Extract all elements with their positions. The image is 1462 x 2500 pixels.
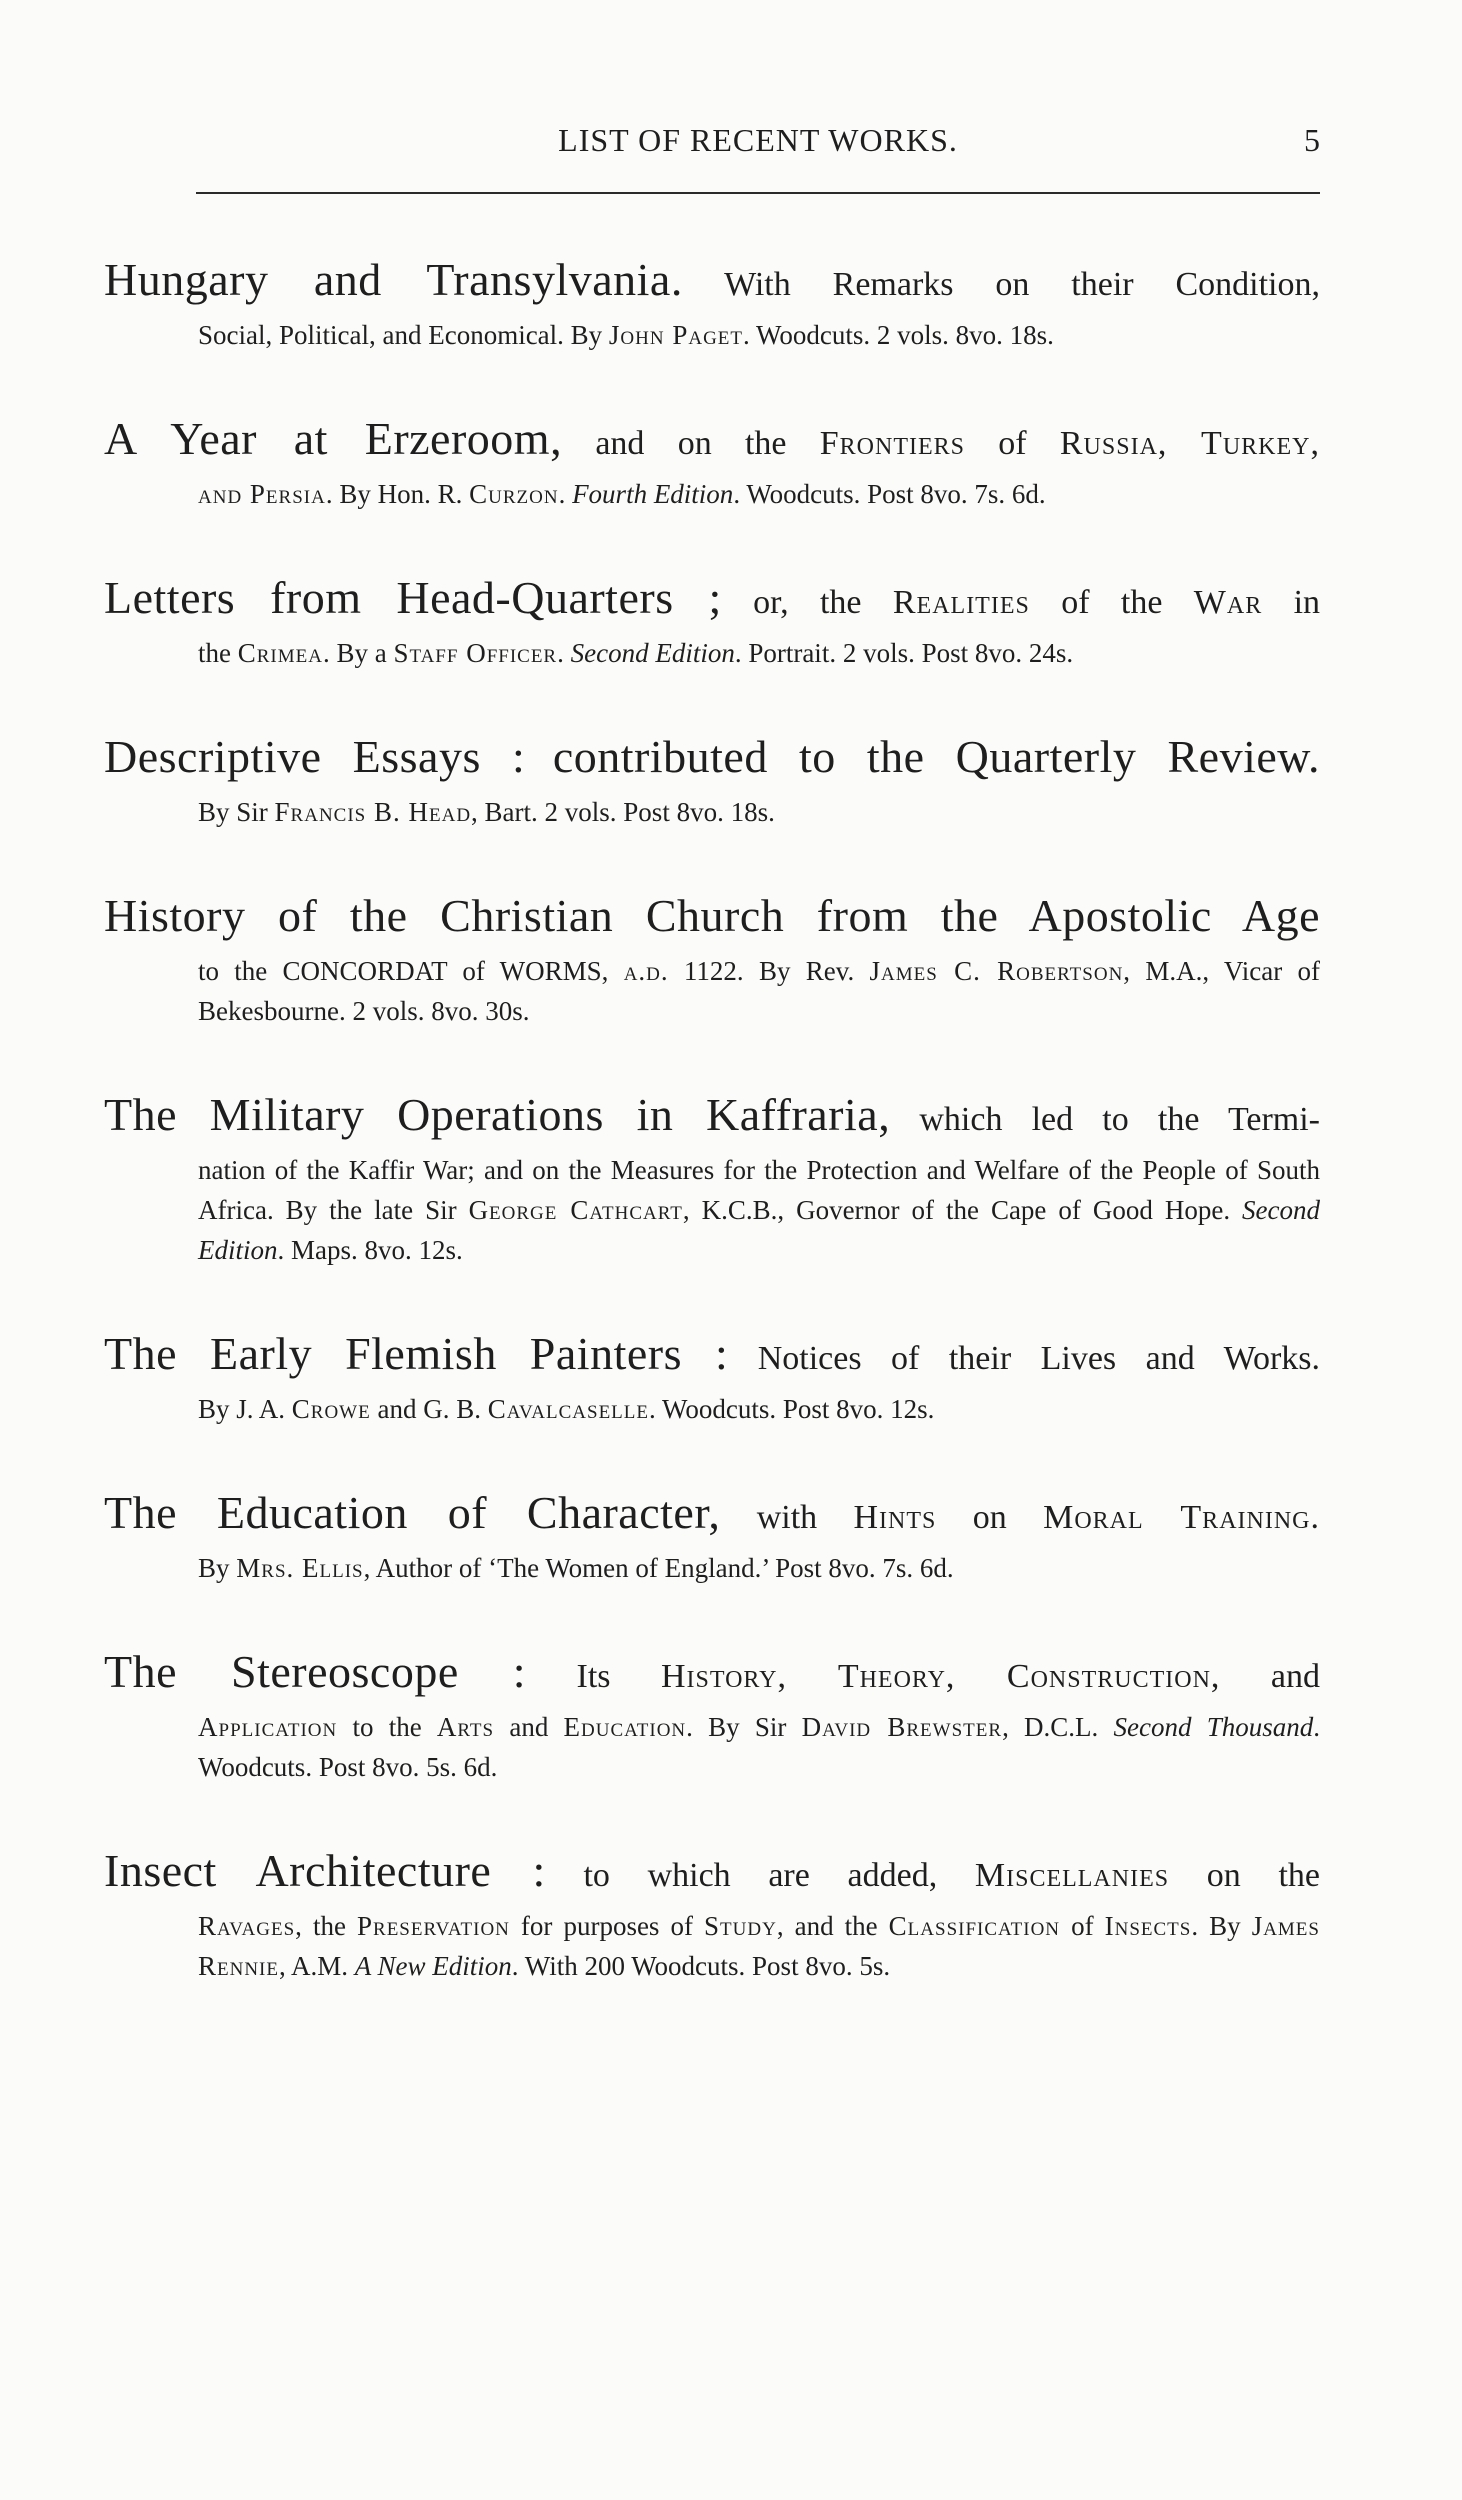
entry-title-line — [104, 1085, 1320, 1150]
author-name: James C. Robertson — [869, 956, 1124, 986]
desc-text: . Woodcuts. 2 vols. 8vo. 18s. — [743, 320, 1054, 350]
desc-text: . By — [1191, 1911, 1252, 1941]
entry-title: The Education of Character, — [104, 1487, 721, 1538]
entry-subtitle-sc: Hints — [853, 1499, 937, 1536]
desc-small-caps: Preservation — [357, 1911, 510, 1941]
list-item — [104, 568, 1320, 673]
entry-description — [198, 951, 1320, 1031]
desc-text: . — [558, 479, 573, 509]
list-item — [104, 250, 1320, 355]
running-title: LIST OF RECENT WORKS. — [558, 122, 958, 158]
entry-subtitle: with — [756, 1499, 854, 1536]
entry-title-line — [104, 409, 1320, 474]
entry-description — [198, 1707, 1320, 1787]
entry-subtitle: of — [965, 425, 1060, 462]
list-item — [104, 1085, 1320, 1270]
desc-text: 1122. By Rev. — [668, 956, 870, 986]
entry-subtitle: of the — [1029, 584, 1194, 621]
desc-text: . By Hon. R. — [325, 479, 470, 509]
entry-subtitle: on — [936, 1499, 1044, 1536]
author-name: Curzon — [469, 479, 559, 509]
edition-note: Fourth Edition — [572, 479, 734, 509]
entry-description — [198, 1548, 1320, 1588]
entry-subtitle: contributed to the Quarterly Review. — [552, 731, 1321, 782]
entry-title-line — [104, 1642, 1320, 1707]
entry-subtitle-sc: History, Theory, Construction, — [660, 1658, 1221, 1695]
desc-text: , Author of ‘The Women of England.’ Post 8vo. 7s. 6d. — [363, 1553, 954, 1583]
entry-description — [198, 474, 1320, 514]
desc-text: . Maps. 8vo. 12s. — [277, 1235, 463, 1265]
entry-subtitle: to which are added, — [583, 1857, 975, 1894]
desc-text: . — [557, 638, 571, 668]
running-header — [196, 122, 1320, 172]
author-name: Staff Officer — [393, 638, 558, 668]
desc-text: . Portrait. 2 vols. Post 8vo. 24s. — [734, 638, 1074, 668]
desc-small-caps: Insects — [1104, 1911, 1192, 1941]
desc-text: Social, Political, and Economical. By — [198, 320, 609, 350]
entry-title-line — [104, 727, 1320, 792]
desc-text: , M.A., Vicar of Bekesbourne. 2 vols. 8vo. 30s. — [198, 956, 1320, 1026]
list-item — [104, 1841, 1320, 1986]
desc-small-caps: Classification — [888, 1911, 1061, 1941]
entry-subtitle: which led to the Termi- — [919, 1101, 1320, 1138]
entry-title: The Stereoscope : — [104, 1646, 527, 1697]
entry-title: Insect Architecture : — [104, 1845, 546, 1896]
desc-small-caps: Crimea — [237, 638, 323, 668]
desc-text: and G. B. — [370, 1394, 488, 1424]
entry-subtitle-sc: War — [1193, 584, 1263, 621]
desc-text: . By a — [322, 638, 394, 668]
desc-small-caps: Study — [704, 1911, 777, 1941]
entry-subtitle: and on the — [595, 425, 820, 462]
author-name: John Paget — [608, 320, 744, 350]
edition-note: Second Thousand — [1113, 1712, 1314, 1742]
entry-description — [198, 633, 1320, 673]
desc-text: By — [198, 1553, 237, 1583]
desc-text: for purposes of — [509, 1911, 705, 1941]
entry-description — [198, 792, 1320, 832]
author-name: Crowe — [291, 1394, 371, 1424]
list-item — [104, 409, 1320, 514]
works-list — [104, 250, 1320, 2040]
desc-text: to the — [337, 1712, 437, 1742]
entry-subtitle: or, the — [753, 584, 893, 621]
desc-text: . Woodcuts. Post 8vo. 7s. 6d. — [733, 479, 1046, 509]
entry-title-line — [104, 1841, 1320, 1906]
desc-text: By Sir — [198, 797, 275, 827]
desc-text: . Woodcuts. Post 8vo. 12s. — [649, 1394, 935, 1424]
desc-text: , K.C.B., Governor of the Cape of Good Hope. — [682, 1195, 1243, 1225]
author-name: Cavalcaselle — [487, 1394, 649, 1424]
entry-description — [198, 1150, 1320, 1270]
list-item — [104, 1483, 1320, 1588]
entry-subtitle: With Remarks on their Condition, — [724, 266, 1320, 303]
entry-subtitle-sc: Frontiers — [819, 425, 966, 462]
list-item — [104, 1324, 1320, 1429]
author-name: George Cathcart — [468, 1195, 683, 1225]
desc-small-caps: Ravages — [198, 1911, 296, 1941]
entry-subtitle: Its — [576, 1658, 661, 1695]
entry-subtitle-sc: Realities — [892, 584, 1030, 621]
desc-text: . By Sir — [686, 1712, 802, 1742]
edition-note: Second Edition — [570, 638, 735, 668]
desc-small-caps: Arts — [436, 1712, 495, 1742]
entry-title-line — [104, 886, 1320, 951]
desc-text: the — [198, 638, 238, 668]
entry-subtitle-sc: Russia, Turkey, — [1059, 425, 1320, 462]
entry-title-line — [104, 568, 1320, 633]
desc-text: . Woodcuts. Post 8vo. 5s. 6d. — [198, 1712, 1320, 1782]
entry-title: History of the Christian Church from the Apostolic Age — [104, 890, 1320, 941]
entry-subtitle: in — [1262, 584, 1321, 621]
edition-note: A New Edition — [354, 1951, 512, 1981]
desc-text: to the CONCORDAT of WORMS, — [198, 956, 624, 986]
entry-subtitle-sc: Miscellanies — [974, 1857, 1170, 1894]
entry-title-line — [104, 1324, 1320, 1389]
author-name: Francis B. Head — [274, 797, 472, 827]
desc-text: of — [1060, 1911, 1105, 1941]
desc-text: , the — [295, 1911, 357, 1941]
entry-subtitle-sc: Moral Training. — [1043, 1499, 1321, 1536]
desc-text: . With 200 Woodcuts. Post 8vo. 5s. — [511, 1951, 891, 1981]
desc-small-caps: Application — [198, 1712, 338, 1742]
entry-subtitle: and — [1220, 1658, 1321, 1695]
entry-subtitle: on the — [1169, 1857, 1320, 1894]
desc-text: , D.C.L. — [1002, 1712, 1114, 1742]
entry-subtitle: Notices of their Lives and Works. — [757, 1340, 1320, 1377]
list-item — [104, 886, 1320, 1031]
entry-title: The Military Operations in Kaffraria, — [104, 1089, 891, 1140]
header-rule — [196, 192, 1320, 194]
edition-note: Second Edition — [198, 1195, 1321, 1265]
entry-title-line — [104, 1483, 1320, 1548]
author-name: David Brewster — [801, 1712, 1003, 1742]
entry-title: Letters from Head-Quarters ; — [104, 572, 722, 623]
entry-title: A Year at Erzeroom, — [104, 413, 563, 464]
page-number: 5 — [1304, 122, 1320, 158]
desc-text: nation of the Kaffir War; and on the Measures for the Protection and Welfare of the People of South Africa. By the late Sir — [198, 1155, 1320, 1225]
desc-text: By J. A. — [198, 1394, 292, 1424]
entry-title: The Early Flemish Painters : — [104, 1328, 729, 1379]
entry-title: Descriptive Essays : — [104, 731, 526, 782]
list-item — [104, 1642, 1320, 1787]
author-name: Mrs. Ellis — [236, 1553, 364, 1583]
entry-title: Hungary and Transylvania. — [104, 254, 683, 305]
list-item — [104, 727, 1320, 832]
desc-small-caps: Education — [563, 1712, 687, 1742]
desc-text: , Bart. 2 vols. Post 8vo. 18s. — [471, 797, 775, 827]
desc-small-caps: and Persia — [198, 479, 326, 509]
desc-text: , and the — [776, 1911, 889, 1941]
entry-description — [198, 315, 1320, 355]
entry-description — [198, 1389, 1320, 1429]
desc-text: , A.M. — [279, 1951, 355, 1981]
entry-title-line — [104, 250, 1320, 315]
author-name: James Rennie — [198, 1911, 1320, 1981]
desc-small-caps: a.d. — [623, 956, 669, 986]
desc-text: and — [494, 1712, 564, 1742]
entry-description — [198, 1906, 1320, 1986]
